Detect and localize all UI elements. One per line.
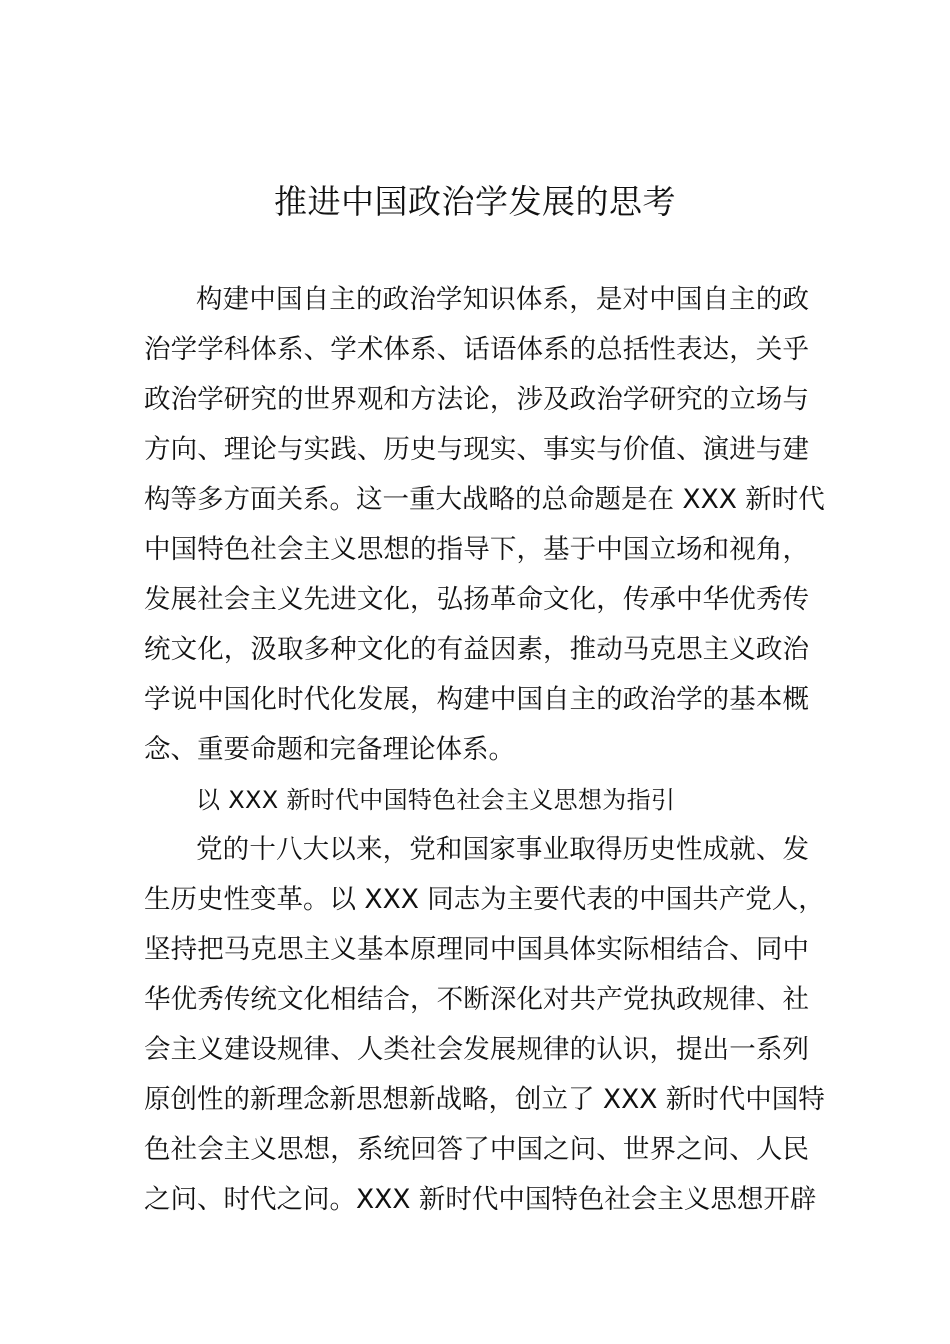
paragraph-1-line: 构建中国自主的政治学知识体系，是对中国自主的政 [196, 284, 809, 315]
paragraph-1-line: 中国特色社会主义思想的指导下，基于中国立场和视角， [144, 534, 809, 565]
paragraph-2-line: 党的十八大以来，党和国家事业取得历史性成就、发 [196, 834, 809, 865]
paragraph-2-line: 坚持把马克思主义基本原理同中国具体实际相结合、同中 [144, 934, 809, 965]
section-heading: 以 XXX 新时代中国特色社会主义思想为指引 [196, 786, 676, 814]
paragraph-1-line: 治学学科体系、学术体系、话语体系的总括性表达，关乎 [144, 334, 809, 365]
paragraph-2-line: 华优秀传统文化相结合，不断深化对共产党执政规律、社 [144, 984, 809, 1015]
paragraph-2-line: 生历史性变革。以 XXX 同志为主要代表的中国共产党人， [144, 884, 825, 915]
paragraph-1-line: 构等多方面关系。这一重大战略的总命题是在 XXX 新时代 [144, 484, 825, 515]
paragraph-1-line: 念、重要命题和完备理论体系。 [144, 734, 515, 765]
paragraph-1-line: 政治学研究的世界观和方法论，涉及政治学研究的立场与 [144, 384, 809, 415]
paragraph-2-line: 会主义建设规律、人类社会发展规律的认识，提出一系列 [144, 1034, 809, 1065]
document-title: 推进中国政治学发展的思考 [274, 182, 676, 221]
paragraph-1-line: 学说中国化时代化发展，构建中国自主的政治学的基本概 [144, 684, 809, 715]
paragraph-1-line: 统文化，汲取多种文化的有益因素，推动马克思主义政治 [144, 634, 809, 665]
paragraph-2-line: 原创性的新理念新思想新战略，创立了 XXX 新时代中国特 [144, 1084, 825, 1115]
paragraph-2-line: 色社会主义思想，系统回答了中国之问、世界之问、人民 [144, 1134, 809, 1165]
paragraph-1-line: 方向、理论与实践、历史与现实、事实与价值、演进与建 [144, 434, 809, 465]
paragraph-2-line: 之问、时代之问。XXX 新时代中国特色社会主义思想开辟 [144, 1184, 817, 1215]
paragraph-1-line: 发展社会主义先进文化，弘扬革命文化，传承中华优秀传 [144, 584, 809, 615]
